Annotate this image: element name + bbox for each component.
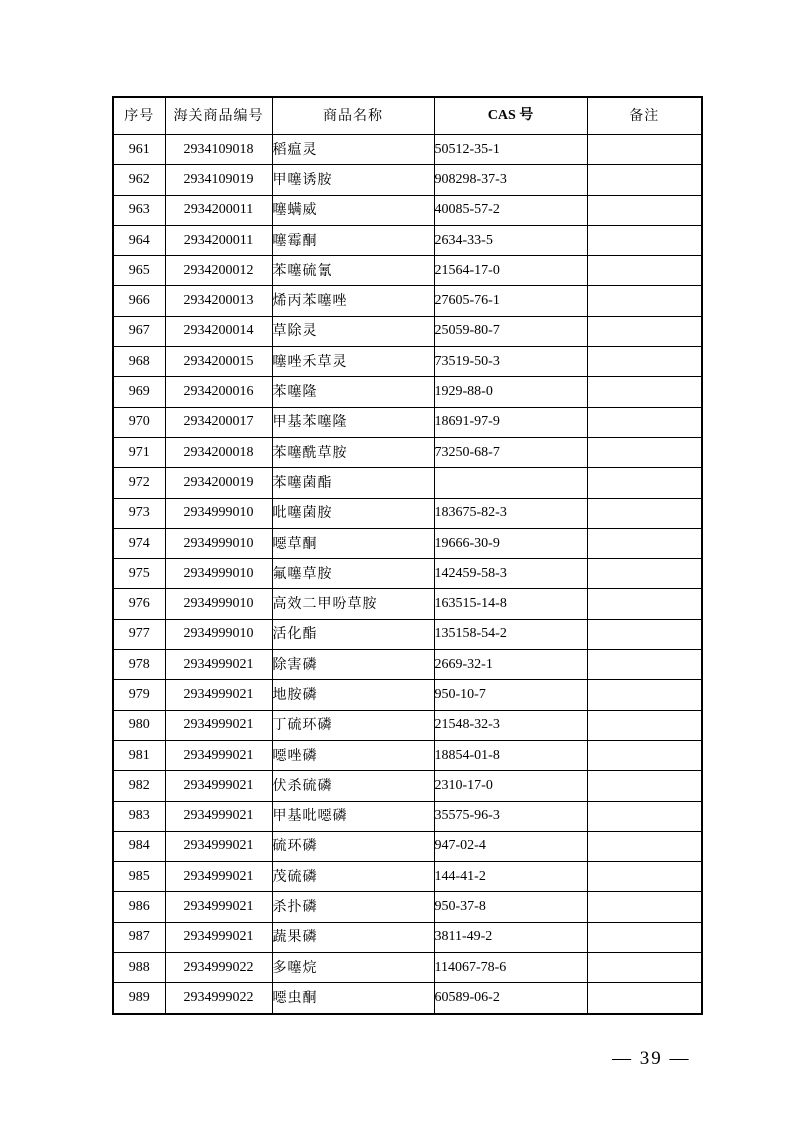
cell-product-name: 多噻烷 <box>272 953 434 983</box>
cell-product-name: 甲噻诱胺 <box>272 165 434 195</box>
cell-customs-code: 2934999021 <box>165 922 272 952</box>
table-row <box>113 165 702 195</box>
cell-cas-number: 73519-50-3 <box>434 347 587 377</box>
cell-customs-code: 2934999021 <box>165 801 272 831</box>
cell-cas-number: 19666-30-9 <box>434 528 587 558</box>
table-row <box>113 680 702 710</box>
table-row <box>113 528 702 558</box>
cell-product-name: 丁硫环磷 <box>272 710 434 740</box>
cell-customs-code: 2934999021 <box>165 650 272 680</box>
table-row <box>113 922 702 952</box>
cell-product-name: 噁虫酮 <box>272 983 434 1014</box>
cell-seq: 988 <box>113 953 165 983</box>
cell-customs-code: 2934200019 <box>165 468 272 498</box>
cell-cas-number: 135158-54-2 <box>434 619 587 649</box>
cell-seq: 971 <box>113 437 165 467</box>
cell-seq: 967 <box>113 316 165 346</box>
table-row <box>113 195 702 225</box>
cell-remarks <box>587 528 702 558</box>
cell-customs-code: 2934200013 <box>165 286 272 316</box>
cell-cas-number: 947-02-4 <box>434 831 587 861</box>
table-row <box>113 650 702 680</box>
cell-cas-number: 2634-33-5 <box>434 225 587 255</box>
cell-seq: 966 <box>113 286 165 316</box>
cell-cas-number: 50512-35-1 <box>434 135 587 165</box>
cell-cas-number: 2669-32-1 <box>434 650 587 680</box>
cell-remarks <box>587 135 702 165</box>
cell-cas-number: 163515-14-8 <box>434 589 587 619</box>
cell-remarks <box>587 498 702 528</box>
cell-product-name: 苯噻隆 <box>272 377 434 407</box>
table-row <box>113 619 702 649</box>
cell-product-name: 稻瘟灵 <box>272 135 434 165</box>
cell-remarks <box>587 710 702 740</box>
cell-cas-number: 1929-88-0 <box>434 377 587 407</box>
cell-remarks <box>587 983 702 1014</box>
cell-cas-number <box>434 468 587 498</box>
cell-seq: 984 <box>113 831 165 861</box>
cell-seq: 962 <box>113 165 165 195</box>
cell-cas-number: 950-10-7 <box>434 680 587 710</box>
table-header-row <box>113 97 702 135</box>
header-cas-number: CAS 号 <box>434 97 587 135</box>
cell-remarks <box>587 559 702 589</box>
cell-product-name: 杀扑磷 <box>272 892 434 922</box>
cell-remarks <box>587 680 702 710</box>
cell-customs-code: 2934200014 <box>165 316 272 346</box>
table-row <box>113 559 702 589</box>
header-remarks: 备注 <box>587 97 702 135</box>
cell-product-name: 噻螨威 <box>272 195 434 225</box>
table-row <box>113 498 702 528</box>
table-row <box>113 862 702 892</box>
cell-cas-number: 21548-32-3 <box>434 710 587 740</box>
cell-remarks <box>587 195 702 225</box>
cell-seq: 961 <box>113 135 165 165</box>
cell-customs-code: 2934200012 <box>165 256 272 286</box>
table-row <box>113 771 702 801</box>
cell-remarks <box>587 316 702 346</box>
cell-seq: 964 <box>113 225 165 255</box>
cell-remarks <box>587 407 702 437</box>
cell-cas-number: 950-37-8 <box>434 892 587 922</box>
table-row <box>113 953 702 983</box>
header-seq: 序号 <box>113 97 165 135</box>
cell-product-name: 苯噻酰草胺 <box>272 437 434 467</box>
cell-seq: 989 <box>113 983 165 1014</box>
cell-seq: 970 <box>113 407 165 437</box>
cell-customs-code: 2934999021 <box>165 771 272 801</box>
cell-remarks <box>587 771 702 801</box>
cell-seq: 972 <box>113 468 165 498</box>
table-row <box>113 589 702 619</box>
cell-remarks <box>587 225 702 255</box>
table-row <box>113 983 702 1014</box>
cell-cas-number: 114067-78-6 <box>434 953 587 983</box>
cell-seq: 986 <box>113 892 165 922</box>
cell-customs-code: 2934999022 <box>165 953 272 983</box>
cell-product-name: 除害磷 <box>272 650 434 680</box>
table-row <box>113 710 702 740</box>
cell-seq: 974 <box>113 528 165 558</box>
cell-customs-code: 2934200018 <box>165 437 272 467</box>
cell-product-name: 噁唑磷 <box>272 740 434 770</box>
cell-product-name: 吡噻菌胺 <box>272 498 434 528</box>
cell-cas-number: 2310-17-0 <box>434 771 587 801</box>
cell-remarks <box>587 165 702 195</box>
cell-remarks <box>587 377 702 407</box>
cell-cas-number: 25059-80-7 <box>434 316 587 346</box>
cell-customs-code: 2934200017 <box>165 407 272 437</box>
cell-product-name: 噻霉酮 <box>272 225 434 255</box>
cell-product-name: 伏杀硫磷 <box>272 771 434 801</box>
cell-product-name: 苯噻菌酯 <box>272 468 434 498</box>
cell-seq: 965 <box>113 256 165 286</box>
cell-seq: 985 <box>113 862 165 892</box>
cell-remarks <box>587 953 702 983</box>
cell-remarks <box>587 922 702 952</box>
cell-product-name: 硫环磷 <box>272 831 434 861</box>
cell-product-name: 甲基苯噻隆 <box>272 407 434 437</box>
table-row <box>113 831 702 861</box>
cell-cas-number: 73250-68-7 <box>434 437 587 467</box>
cell-remarks <box>587 801 702 831</box>
cell-customs-code: 2934999010 <box>165 589 272 619</box>
cell-cas-number: 35575-96-3 <box>434 801 587 831</box>
table-row <box>113 256 702 286</box>
cell-cas-number: 40085-57-2 <box>434 195 587 225</box>
cell-remarks <box>587 437 702 467</box>
table-row <box>113 407 702 437</box>
table-row <box>113 286 702 316</box>
cell-remarks <box>587 831 702 861</box>
cell-customs-code: 2934999022 <box>165 983 272 1014</box>
table-row <box>113 740 702 770</box>
table-row <box>113 377 702 407</box>
cell-customs-code: 2934200011 <box>165 225 272 255</box>
cell-customs-code: 2934200015 <box>165 347 272 377</box>
cell-cas-number: 908298-37-3 <box>434 165 587 195</box>
cell-remarks <box>587 892 702 922</box>
cell-seq: 978 <box>113 650 165 680</box>
cell-cas-number: 21564-17-0 <box>434 256 587 286</box>
cell-cas-number: 27605-76-1 <box>434 286 587 316</box>
table-row <box>113 801 702 831</box>
cell-cas-number: 183675-82-3 <box>434 498 587 528</box>
header-product-name: 商品名称 <box>272 97 434 135</box>
cell-seq: 980 <box>113 710 165 740</box>
cell-customs-code: 2934999010 <box>165 528 272 558</box>
cell-seq: 975 <box>113 559 165 589</box>
cell-customs-code: 2934200016 <box>165 377 272 407</box>
cell-remarks <box>587 468 702 498</box>
cell-cas-number: 18854-01-8 <box>434 740 587 770</box>
cell-remarks <box>587 619 702 649</box>
cell-seq: 963 <box>113 195 165 225</box>
header-customs-code: 海关商品编号 <box>165 97 272 135</box>
cell-seq: 968 <box>113 347 165 377</box>
cell-customs-code: 2934200011 <box>165 195 272 225</box>
cell-seq: 982 <box>113 771 165 801</box>
table-row <box>113 468 702 498</box>
cell-remarks <box>587 347 702 377</box>
cell-seq: 979 <box>113 680 165 710</box>
cell-product-name: 噻唑禾草灵 <box>272 347 434 377</box>
cell-customs-code: 2934999010 <box>165 559 272 589</box>
cell-seq: 973 <box>113 498 165 528</box>
cell-customs-code: 2934999021 <box>165 740 272 770</box>
cell-customs-code: 2934999021 <box>165 831 272 861</box>
cell-product-name: 噁草酮 <box>272 528 434 558</box>
cell-remarks <box>587 650 702 680</box>
cell-product-name: 草除灵 <box>272 316 434 346</box>
cell-product-name: 甲基吡噁磷 <box>272 801 434 831</box>
cell-seq: 981 <box>113 740 165 770</box>
table-row <box>113 316 702 346</box>
cell-cas-number: 3811-49-2 <box>434 922 587 952</box>
page-number: — 39 — <box>612 1048 691 1069</box>
cell-product-name: 氟噻草胺 <box>272 559 434 589</box>
table-row <box>113 135 702 165</box>
cell-seq: 983 <box>113 801 165 831</box>
cell-remarks <box>587 862 702 892</box>
cell-customs-code: 2934109018 <box>165 135 272 165</box>
cell-seq: 987 <box>113 922 165 952</box>
cell-product-name: 蔬果磷 <box>272 922 434 952</box>
table-body <box>113 135 702 1014</box>
cell-product-name: 地胺磷 <box>272 680 434 710</box>
cell-seq: 977 <box>113 619 165 649</box>
cell-customs-code: 2934999010 <box>165 498 272 528</box>
cell-customs-code: 2934999021 <box>165 680 272 710</box>
cell-cas-number: 144-41-2 <box>434 862 587 892</box>
table-row <box>113 437 702 467</box>
cell-cas-number: 18691-97-9 <box>434 407 587 437</box>
cell-seq: 976 <box>113 589 165 619</box>
cell-remarks <box>587 740 702 770</box>
cell-remarks <box>587 589 702 619</box>
cell-cas-number: 60589-06-2 <box>434 983 587 1014</box>
cell-customs-code: 2934999010 <box>165 619 272 649</box>
cell-product-name: 苯噻硫氰 <box>272 256 434 286</box>
table-row <box>113 347 702 377</box>
cell-customs-code: 2934999021 <box>165 862 272 892</box>
chemical-list-table <box>112 96 703 1015</box>
table-row <box>113 892 702 922</box>
cell-product-name: 高效二甲吩草胺 <box>272 589 434 619</box>
cell-product-name: 茂硫磷 <box>272 862 434 892</box>
cell-seq: 969 <box>113 377 165 407</box>
cell-customs-code: 2934109019 <box>165 165 272 195</box>
cell-customs-code: 2934999021 <box>165 710 272 740</box>
cell-customs-code: 2934999021 <box>165 892 272 922</box>
cell-product-name: 烯丙苯噻唑 <box>272 286 434 316</box>
cell-product-name: 活化酯 <box>272 619 434 649</box>
cell-cas-number: 142459-58-3 <box>434 559 587 589</box>
cell-remarks <box>587 286 702 316</box>
cell-remarks <box>587 256 702 286</box>
table-row <box>113 225 702 255</box>
